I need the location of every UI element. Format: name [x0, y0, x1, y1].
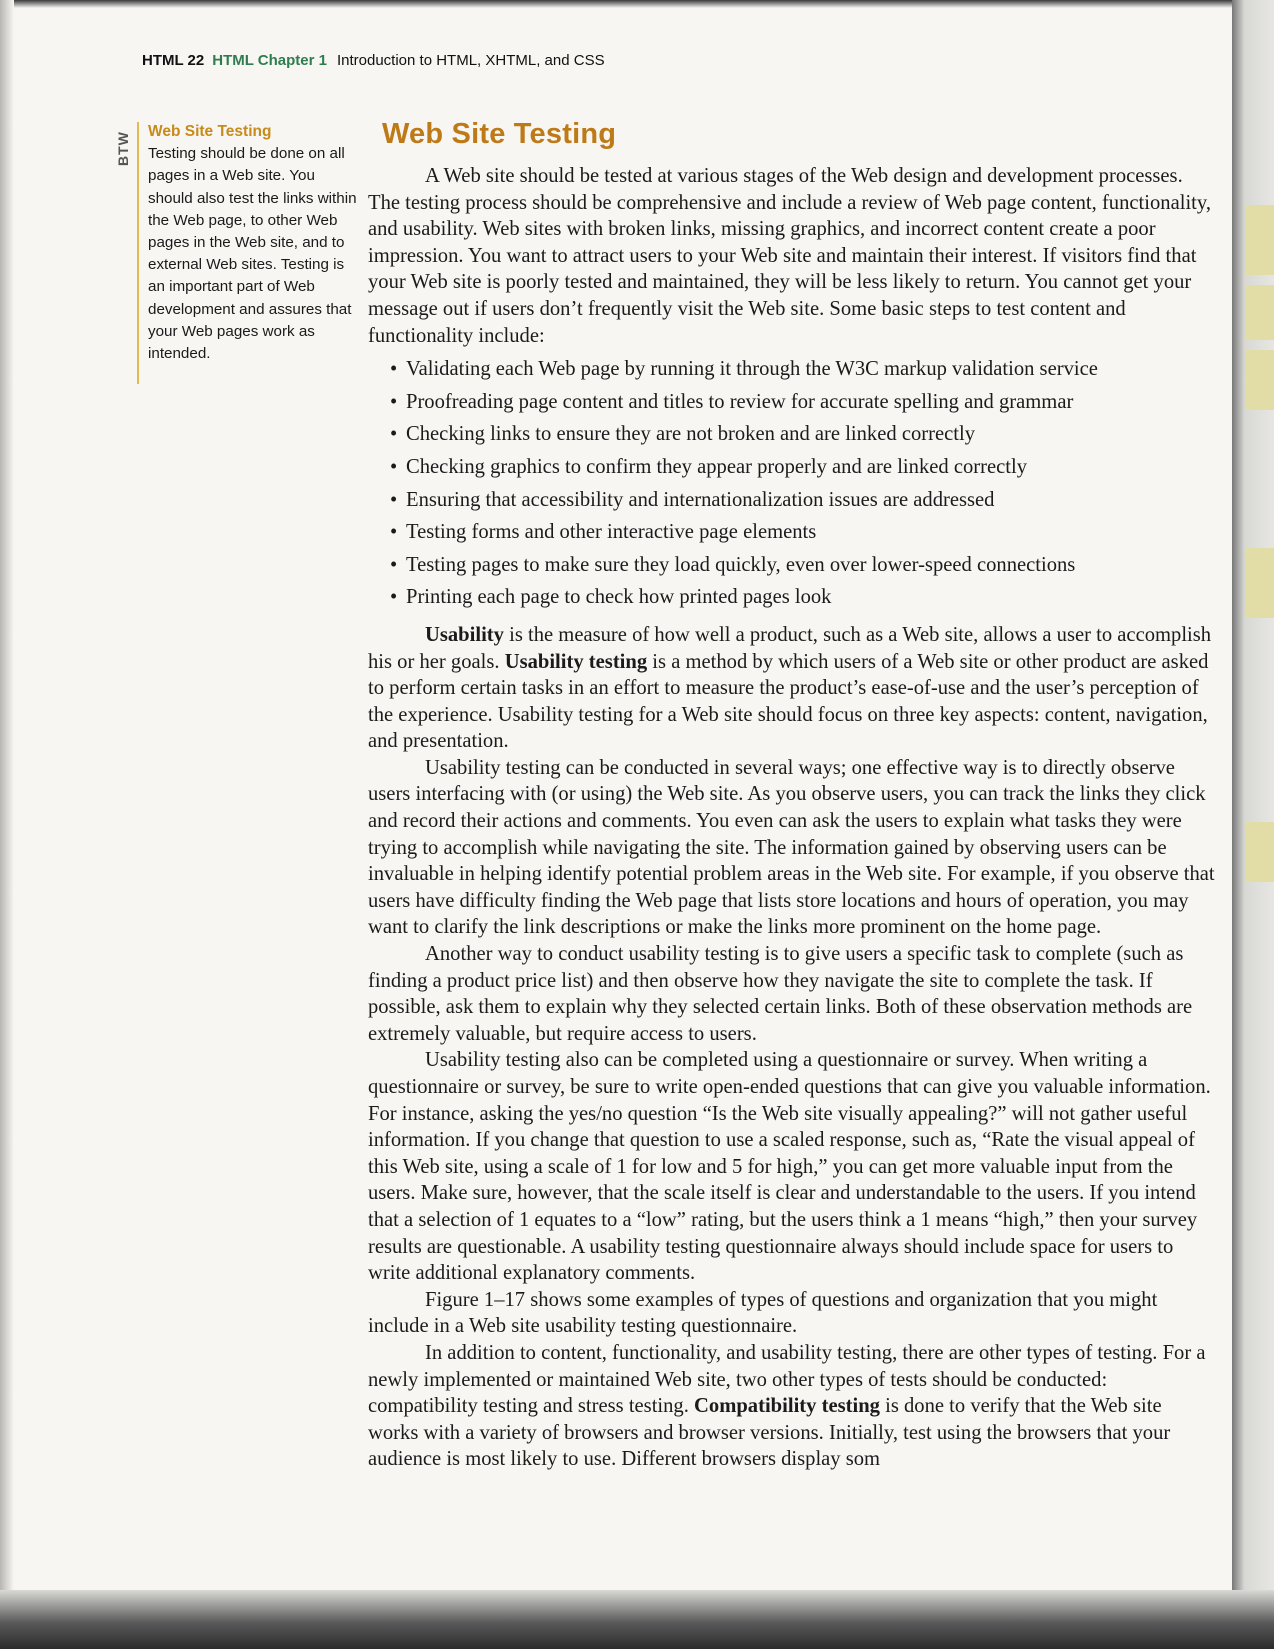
list-item: • Validating each Web page by running it through the W3C markup validation service [390, 353, 1217, 386]
list-item: • Testing forms and other interactive page elements [390, 516, 1217, 549]
bullet: • [390, 358, 398, 381]
page-left-edge [0, 0, 14, 1608]
btw-sidebar [148, 121, 360, 365]
bullet: • [390, 423, 398, 446]
btw-tag: BTW [115, 131, 131, 167]
usability-paragraph: Usability is the measure of how well a product, such as a Web site, allows a user to accomplish his or her goals. Usability testing is a method by which users of a Web site or other product are asked to perform certain tasks in an effort to measure the product’s ease-of-use and the user’s perception of the experience. Usability testing for a Web site should focus on three key aspects: content, navigation, and presentation. [368, 623, 1212, 753]
bullet: • [390, 586, 398, 609]
chapter-title: Introduction to HTML, XHTML, and CSS [336, 52, 605, 69]
intro-paragraph: A Web site should be tested at various stages of the Web design and development processes. The testing process should be comprehensive and include a review of Web page content, functionality, and usability. Web sites with broken links, missing graphics, and incorrect content create a poor impression. You want to attract users to your Web site and maintain their interest. If visitors find that your Web site is poorly tested and maintained, they will be less likely to return. You cannot get your message out if users don’t frequently visit the Web site. Some basic steps to test content and functionality include: [368, 165, 1211, 347]
bullet: • [390, 390, 398, 413]
bullet: • [390, 488, 398, 511]
list-item: • Checking graphics to confirm they appear properly and are linked correctly [390, 451, 1217, 484]
adjacent-sidebar-tab [1246, 350, 1274, 410]
main-content [368, 118, 1217, 1473]
term-usability-testing: Usability testing [504, 650, 648, 673]
adjacent-sidebar-tab [1246, 548, 1274, 618]
testing-steps-list [390, 353, 1217, 614]
adjacent-sidebar-tab [1246, 822, 1274, 882]
compatibility-paragraph: In addition to content, functionality, and usability testing, there are other types of testing. For a newly implemented or maintained Web site, two other types of tests should be conducted: compatibility testing and stress testing. Compatibility testing is done to verify that the Web site works with a variety of browsers and browser versions. Initially, test using the browsers that your audience is most likely to use. Different browsers display som [368, 1341, 1206, 1471]
adjacent-sidebar-tab [1246, 285, 1274, 340]
section-heading: Web Site Testing [382, 118, 617, 150]
list-item: • Printing each page to check how printed pages look [390, 581, 1217, 614]
page-top-shadow [0, 0, 1232, 8]
task-paragraph: Another way to conduct usability testing is to give users a specific task to complete (such as finding a product price list) and then observe how they navigate the site to complete the task. If possible, ask them to explain why they selected certain links. Both of these observation methods are extremely valuable, but require access to users. [368, 943, 1193, 1045]
bottom-shadow [0, 1590, 1274, 1649]
list-item: • Checking links to ensure they are not broken and are linked correctly [390, 418, 1217, 451]
running-header [142, 52, 605, 69]
bullet: • [390, 553, 398, 576]
list-item: • Ensuring that accessibility and internationalization issues are addressed [390, 484, 1217, 517]
adjacent-page-edge [1232, 0, 1274, 1649]
term-usability: Usability [425, 623, 504, 646]
observe-paragraph: Usability testing can be conducted in several ways; one effective way is to directly observe users interfacing with (or using) the Web site. As you observe users, you can track the links they click and record their actions and comments. You even can ask the users to explain what tasks they were trying to accomplish while navigating the site. The information gained by observing users can be invaluable in helping identify potential problem areas in the Web site. For example, if you observe that users have difficulty finding the Web page that lists store locations and hours of operation, you may want to clarify the link descriptions or make the links more prominent on the home page. [368, 756, 1215, 939]
sidebar-title: Web Site Testing [148, 123, 272, 140]
btw-rule [137, 122, 139, 384]
page-number: HTML 22 [142, 52, 205, 69]
figure-paragraph: Figure 1–17 shows some examples of types of questions and organization that you might include in a Web site usability testing questionnaire. [368, 1288, 1158, 1338]
bullet: • [390, 521, 398, 544]
survey-paragraph: Usability testing also can be completed using a questionnaire or survey. When writing a questionnaire or survey, be sure to write open-ended questions that can give you valuable information. For instance, asking the yes/no question “Is the Web site visually appealing?” will not gather useful information. If you change that question to use a scaled response, such as, “Rate the visual appeal of this Web site, using a scale of 1 for low and 5 for high,” you can get more valuable input from the users. Make sure, however, that the scale itself is clear and understandable to the users. If you intend that a selection of 1 equates to a “low” rating, but the users think a 1 means “high,” then your survey results are questionable. A usability testing questionnaire always should include space for users to write additional explanatory comments. [368, 1049, 1211, 1285]
adjacent-sidebar-tab [1246, 205, 1274, 275]
term-compatibility-testing: Compatibility testing [694, 1395, 880, 1418]
sidebar-body: Testing should be done on all pages in a Web site. You should also test the links within the Web page, to other Web pages in the Web site, and to external Web sites. Testing is an important part of Web development and assures that your Web pages work as intended. [148, 145, 357, 363]
list-item: • Testing pages to make sure they load quickly, even over lower-speed connections [390, 549, 1217, 582]
bullet: • [390, 455, 398, 478]
chapter-label: HTML Chapter 1 [212, 52, 327, 69]
list-item: • Proofreading page content and titles to review for accurate spelling and grammar [390, 386, 1217, 419]
